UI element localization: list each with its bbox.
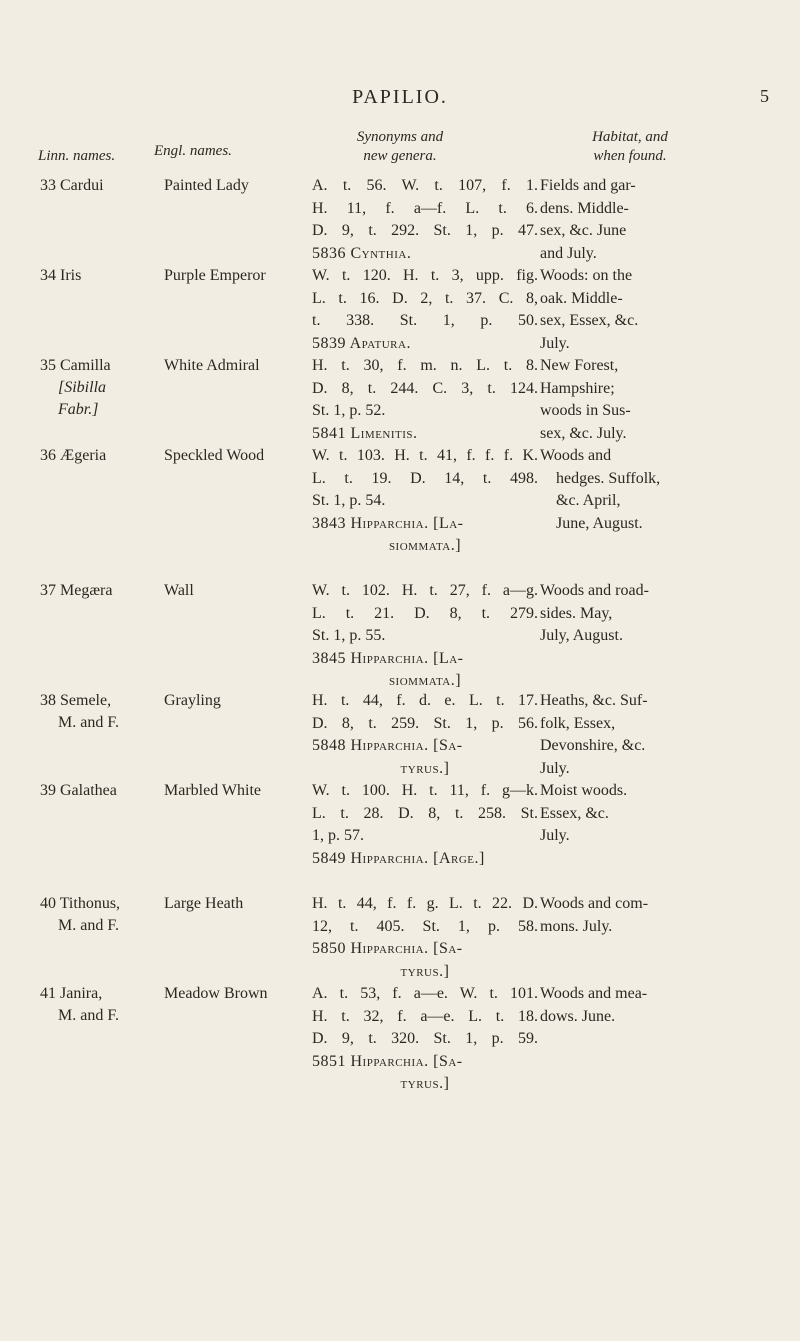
linnaean-name-line: 41 Janira, (40, 985, 103, 1002)
habitat-line: sex, &c. July. (540, 424, 627, 442)
genus-line: 3845 Hipparchia. [La- (312, 649, 464, 667)
genus-line: siommata.] (388, 537, 462, 554)
genus-line: 5851 Hipparchia. [Sa- (312, 1052, 463, 1070)
habitat-line: dows. June. (540, 1007, 616, 1025)
reference-line: H. t. 44, f. d. e. L. t. 17. (312, 692, 538, 709)
habitat-cell (540, 445, 740, 535)
linnaean-name-line: 36 Ægeria (40, 447, 107, 464)
habitat-line: woods in Sus- (540, 402, 631, 419)
reference-line: H. 11, f. a—f. L. t. 6. (312, 199, 538, 217)
habitat-cell (540, 780, 740, 848)
reference-line: L. t. 16. D. 2, t. 37. C. 8, (312, 289, 538, 307)
habitat-line: July. (540, 759, 570, 777)
linnaean-name-line: 35 Camilla (40, 357, 111, 374)
genus-line: 5850 Hipparchia. [Sa- (312, 940, 463, 957)
linnaean-name-line: M. and F. (58, 1007, 119, 1024)
habitat-cell (540, 893, 740, 938)
genus-line: 5839 Apatura. (312, 334, 411, 352)
english-name: Purple Emperor (164, 267, 266, 284)
habitat-line: hedges. Suffolk, (556, 469, 661, 487)
reference-line: L. t. 19. D. 14, t. 498. (312, 469, 538, 487)
reference-line: W. t. 120. H. t. 3, upp. fig. (312, 267, 538, 284)
synonyms-cell (312, 690, 538, 780)
linnaean-name-line: M. and F. (58, 917, 119, 934)
habitat-line: Woods and road- (540, 582, 649, 599)
habitat-line: Devonshire, &c. (540, 737, 646, 754)
reference-line: St. 1, p. 55. (312, 627, 386, 644)
linnaean-name (40, 690, 158, 734)
reference-line: W. t. 100. H. t. 11, f. g—k. (312, 782, 538, 799)
reference-line: 12, t. 405. St. 1, p. 58. (312, 917, 538, 935)
column-header-synonyms-line1: Synonyms and (356, 129, 444, 145)
genus-line: tyrus.] (400, 759, 450, 777)
english-name: Speckled Wood (164, 447, 265, 464)
reference-line: L. t. 28. D. 8, t. 258. St. (312, 804, 538, 822)
genus-line: 5841 Limenitis. (312, 424, 418, 442)
habitat-line: Woods and mea- (540, 985, 648, 1002)
linnaean-name (40, 893, 158, 937)
page-number: 5 (760, 86, 769, 106)
linnaean-name-line: [Sibilla (58, 379, 107, 396)
habitat-line: &c. April, (556, 492, 621, 509)
habitat-line: and July. (540, 244, 597, 262)
linnaean-name (40, 983, 158, 1027)
reference-line: L. t. 21. D. 8, t. 279. (312, 604, 538, 622)
habitat-line: Heaths, &c. Suf- (540, 692, 648, 709)
reference-line: St. 1, p. 52. (312, 402, 386, 419)
habitat-line: Woods and (540, 447, 612, 464)
genus-line: tyrus.] (400, 1075, 450, 1092)
english-name: Meadow Brown (164, 985, 268, 1002)
english-name: Grayling (164, 692, 221, 709)
linnaean-name (40, 175, 158, 197)
reference-line: 1, p. 57. (312, 827, 364, 844)
reference-line: D. 9, t. 292. St. 1, p. 47. (312, 222, 538, 239)
synonyms-cell (312, 983, 538, 1096)
habitat-cell (540, 265, 740, 355)
genus-line: 3843 Hipparchia. [La- (312, 514, 464, 532)
reference-line: H. t. 30, f. m. n. L. t. 8. (312, 357, 538, 374)
habitat-line: sex, Essex, &c. (540, 312, 639, 329)
habitat-line: July. (540, 334, 570, 352)
habitat-line: Fields and gar- (540, 177, 636, 194)
habitat-line: Essex, &c. (540, 804, 609, 822)
habitat-line: dens. Middle- (540, 199, 629, 217)
linnaean-name (40, 355, 158, 421)
habitat-line: Moist woods. (540, 782, 628, 799)
habitat-line: sides. May, (540, 604, 613, 622)
linnaean-name-line: 40 Tithonus, (40, 895, 121, 912)
linnaean-name (40, 580, 158, 602)
synonyms-cell (312, 265, 538, 355)
habitat-line: July. (540, 827, 570, 844)
english-name: Painted Lady (164, 177, 249, 194)
reference-line: W. t. 103. H. t. 41, f. f. f. K. (312, 447, 538, 464)
reference-line: A. t. 56. W. t. 107, f. 1. (312, 177, 538, 194)
column-header-linn: Linn. names. (38, 148, 116, 164)
column-header-habitat-line2: when found. (593, 148, 667, 164)
reference-line: D. 8, t. 244. C. 3, t. 124. (312, 379, 538, 397)
habitat-cell (540, 355, 740, 445)
reference-line: A. t. 53, f. a—e. W. t. 101. (312, 985, 538, 1002)
habitat-cell (540, 983, 740, 1028)
habitat-line: New Forest, (540, 357, 619, 374)
synonyms-cell (312, 355, 538, 445)
linnaean-name-line: 34 Iris (40, 267, 82, 284)
running-head: PAPILIO. (352, 86, 448, 108)
linnaean-name-line: 33 Cardui (40, 177, 104, 194)
reference-line: D. 8, t. 259. St. 1, p. 56. (312, 714, 538, 732)
reference-line: St. 1, p. 54. (312, 492, 386, 509)
genus-line: 5849 Hipparchia. [Arge.] (312, 849, 485, 867)
habitat-line: folk, Essex, (540, 714, 616, 732)
synonyms-cell (312, 445, 538, 558)
habitat-line: Hampshire; (540, 379, 615, 397)
habitat-cell (540, 580, 740, 648)
reference-line: W. t. 102. H. t. 27, f. a—g. (312, 582, 538, 599)
linnaean-name (40, 265, 158, 287)
habitat-line: Woods: on the (540, 267, 633, 284)
column-header-engl: Engl. names. (154, 143, 232, 159)
habitat-line: mons. July. (540, 917, 613, 935)
english-name: Large Heath (164, 895, 244, 912)
column-header-synonyms (310, 128, 490, 166)
reference-line: H. t. 32, f. a—e. L. t. 18. (312, 1007, 538, 1025)
english-name: Marbled White (164, 782, 262, 799)
habitat-line: June, August. (556, 514, 643, 532)
habitat-line: Woods and com- (540, 895, 649, 912)
synonyms-cell (312, 580, 538, 693)
column-header-habitat (540, 128, 720, 166)
habitat-cell (540, 690, 740, 780)
linnaean-name-line: M. and F. (58, 714, 119, 731)
reference-line: H. t. 44, f. f. g. L. t. 22. D. (312, 895, 538, 912)
column-header-synonyms-line2: new genera. (363, 148, 437, 164)
synonyms-cell (312, 893, 538, 983)
genus-line: 5836 Cynthia. (312, 244, 412, 262)
synonyms-cell (312, 780, 538, 870)
linnaean-name (40, 445, 158, 467)
synonyms-cell (312, 175, 538, 265)
reference-line: t. 338. St. 1, p. 50. (312, 312, 538, 329)
habitat-line: oak. Middle- (540, 289, 623, 307)
linnaean-name-line: Fabr.] (58, 401, 99, 418)
column-header-habitat-line1: Habitat, and (592, 129, 668, 145)
genus-line: tyrus.] (400, 962, 450, 980)
habitat-cell (540, 175, 740, 265)
linnaean-name-line: 38 Semele, (40, 692, 112, 709)
english-name: Wall (164, 582, 194, 599)
reference-line: D. 9, t. 320. St. 1, p. 59. (312, 1030, 538, 1047)
english-name: White Admiral (164, 357, 260, 374)
genus-line: siommata.] (388, 672, 462, 689)
habitat-line: sex, &c. June (540, 222, 627, 239)
linnaean-name-line: 39 Galathea (40, 782, 117, 799)
linnaean-name (40, 780, 158, 802)
linnaean-name-line: 37 Megæra (40, 582, 113, 599)
genus-line: 5848 Hipparchia. [Sa- (312, 737, 463, 754)
habitat-line: July, August. (540, 627, 623, 644)
